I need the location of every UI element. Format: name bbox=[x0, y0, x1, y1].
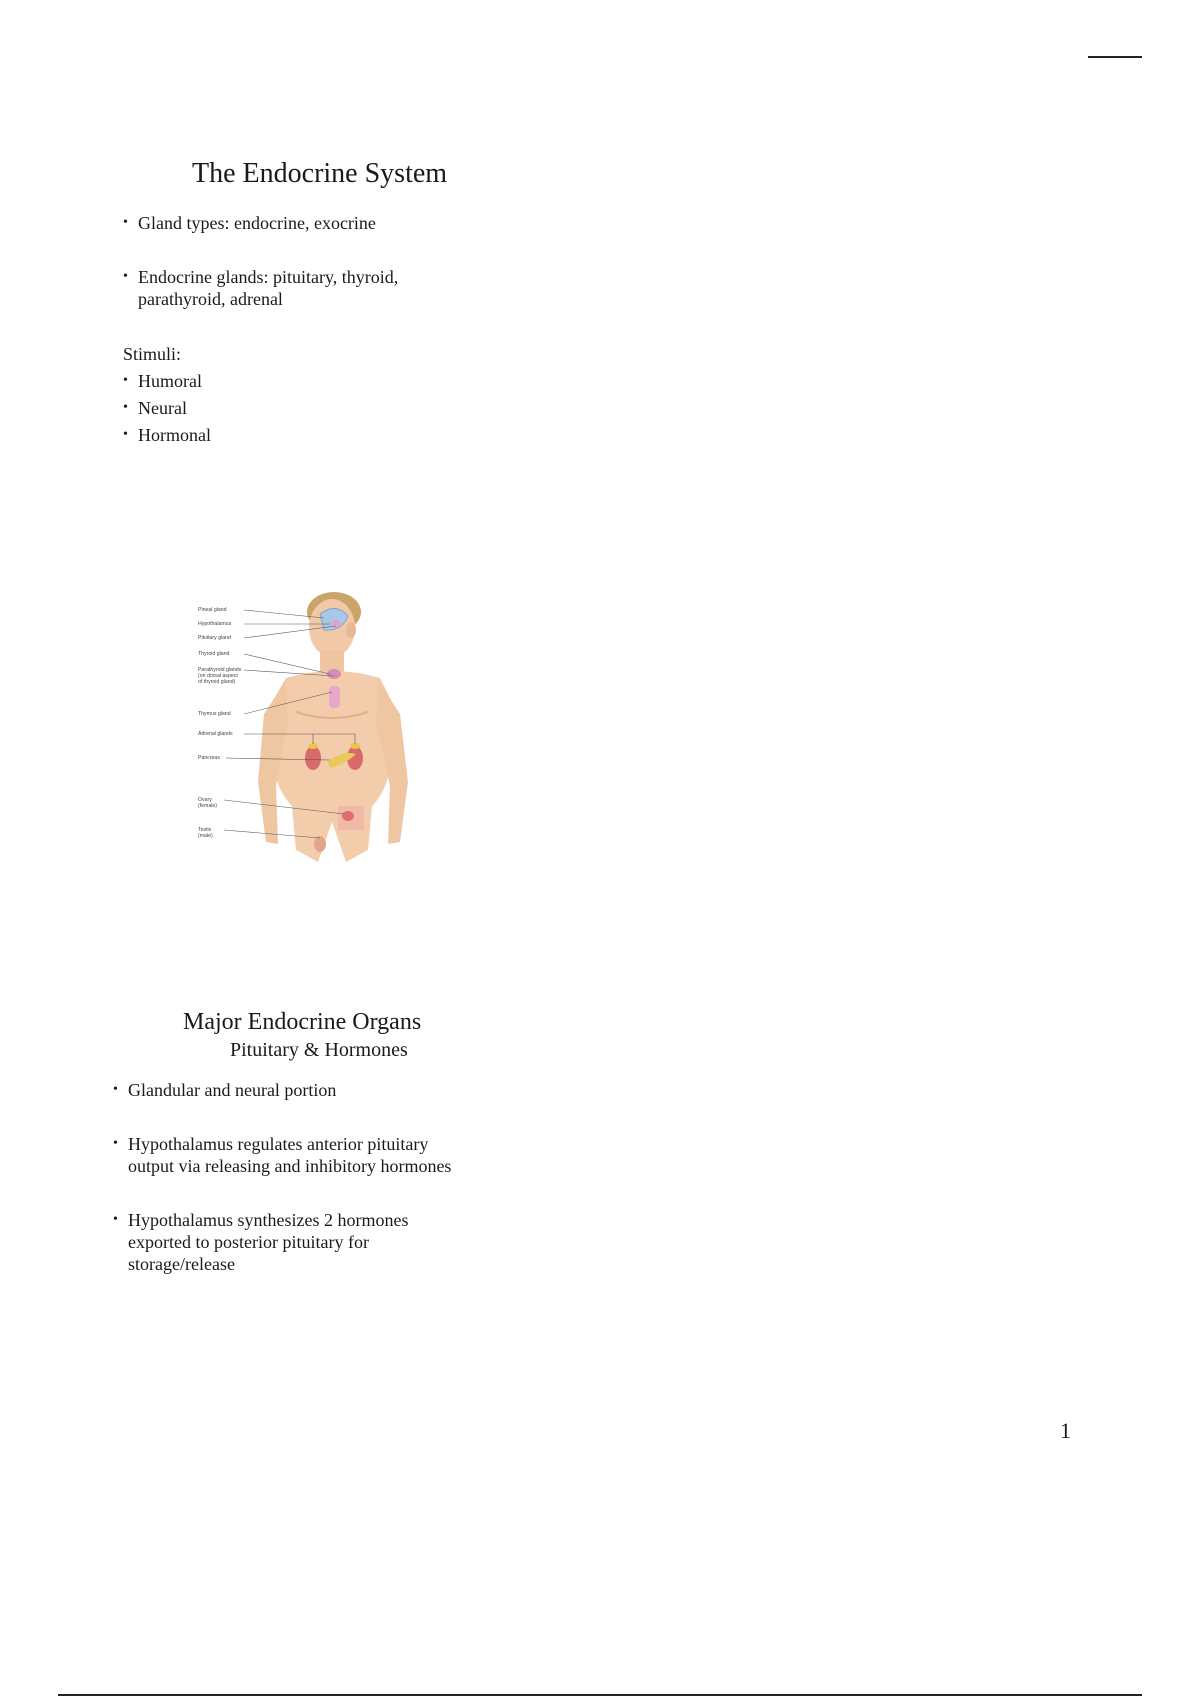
bullet-dot: • bbox=[123, 215, 128, 230]
label-parathyroid: Parathyroid glands bbox=[198, 667, 242, 673]
body-silhouette bbox=[258, 592, 408, 862]
bullet-dot: • bbox=[123, 400, 128, 415]
page-number: 1 bbox=[1060, 1418, 1071, 1443]
stimuli-item-humoral: • Humoral bbox=[123, 371, 202, 391]
slide1-title: The Endocrine System bbox=[192, 158, 448, 189]
label-pituitary: Pituitary gland bbox=[198, 635, 231, 641]
label-pineal: Pineal gland bbox=[198, 607, 227, 613]
slide1-bullet-1: • Gland types: endocrine, exocrine bbox=[123, 213, 376, 233]
label-thyroid: Thyroid gland bbox=[198, 651, 230, 657]
slide2-bullet-2: • Hypothalamus regulates anterior pituitary output via releasing and inhibitory hormones bbox=[113, 1134, 452, 1176]
slide2-bullet-3: • Hypothalamus synthesizes 2 hormones exported to posterior pituitary for storage/release bbox=[113, 1210, 409, 1274]
bullet-dot: • bbox=[123, 427, 128, 442]
label-parathyroid-note-1: (on dorsal aspect bbox=[198, 673, 238, 679]
label-thymus: Thymus gland bbox=[198, 711, 231, 717]
bottom-rule bbox=[58, 1694, 1142, 1696]
stimuli-item-hormonal: • Hormonal bbox=[123, 425, 211, 445]
label-ovary: Ovary bbox=[198, 797, 212, 803]
bullet-dot: • bbox=[113, 1082, 118, 1097]
figure-labels bbox=[198, 607, 242, 839]
top-rule bbox=[1088, 56, 1142, 58]
bullet-dot: • bbox=[123, 373, 128, 388]
slide2-bullet-1: • Glandular and neural portion bbox=[113, 1080, 337, 1100]
label-testis: Testis bbox=[198, 827, 212, 833]
slide1-bullet-2: • Endocrine glands: pituitary, thyroid, parathyroid, adrenal bbox=[123, 267, 399, 309]
slide2-title: Major Endocrine Organs bbox=[183, 1009, 422, 1035]
bullet-dot: • bbox=[113, 1212, 118, 1227]
stimuli-item-neural: • Neural bbox=[123, 398, 187, 418]
slide2-subtitle: Pituitary & Hormones bbox=[230, 1039, 408, 1061]
label-parathyroid-note-2: of thyroid gland) bbox=[198, 679, 236, 685]
label-hypothalamus: Hypothalamus bbox=[198, 621, 232, 627]
label-testis-note: (male) bbox=[198, 833, 213, 839]
stimuli-heading: Stimuli: bbox=[123, 344, 182, 364]
label-adrenal: Adrenal glands bbox=[198, 731, 233, 737]
bullet-dot: • bbox=[113, 1136, 118, 1151]
label-ovary-note: (female) bbox=[198, 803, 218, 809]
label-pancreas: Pancreas bbox=[198, 755, 220, 761]
endocrine-anatomy-figure bbox=[196, 592, 418, 872]
bullet-dot: • bbox=[123, 269, 128, 284]
